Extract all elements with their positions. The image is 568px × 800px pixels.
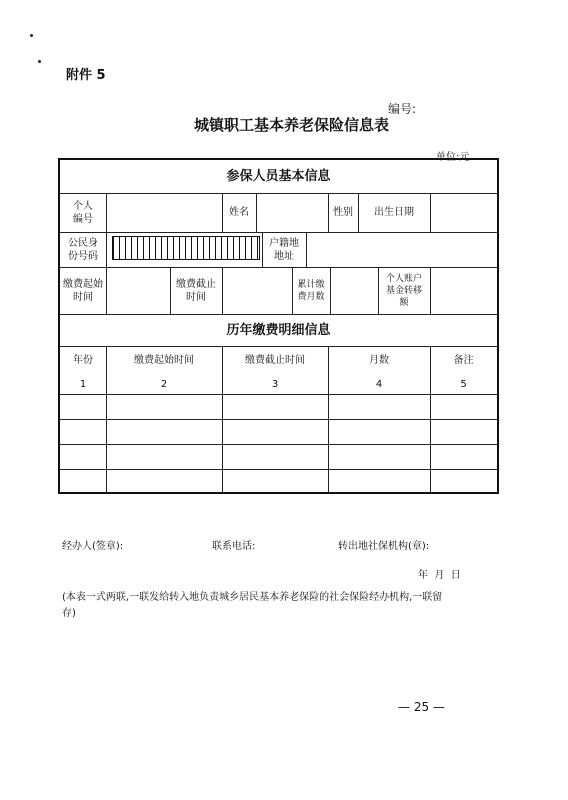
scan-speck (38, 60, 41, 63)
personal-id-field[interactable] (107, 194, 222, 232)
history-row[interactable] (60, 395, 497, 419)
pay-start-label: 缴费起始 时间 (63, 278, 103, 303)
handler-signature-label: 经办人(签章): (62, 541, 124, 552)
date-line: 年 月 日 (418, 570, 461, 581)
col-header-start: 缴费起始时间 (134, 354, 194, 366)
basic-info-section-title: 参保人员基本信息 (226, 169, 331, 184)
pay-end-label: 缴费截止 时间 (176, 278, 216, 303)
history-row[interactable] (60, 470, 497, 492)
attachment-label: 附件 5 (66, 68, 106, 83)
col-header-months: 月数 (369, 354, 389, 366)
agency-seal-label: 转出地社保机构(章): (338, 541, 430, 552)
page-number: — 25 — (398, 700, 445, 714)
col-index-3: 3 (271, 378, 279, 390)
col-index-2: 2 (160, 378, 168, 390)
name-field[interactable] (257, 194, 328, 232)
citizen-id-label: 公民身 份号码 (68, 237, 98, 262)
household-address-label: 户籍地 地址 (269, 237, 299, 262)
contact-phone-label: 联系电话: (212, 541, 256, 552)
cumulative-months-field[interactable] (331, 268, 378, 314)
history-row[interactable] (60, 420, 497, 444)
name-label: 姓名 (229, 207, 249, 218)
cumulative-months-label: 累计缴 费月数 (297, 279, 325, 302)
col-index-4: 4 (375, 378, 383, 390)
gender-label: 性别 (333, 207, 353, 218)
form-note: (本表一式两联,一联发给转入地负责城乡居民基本养老保险的社会保险经办机构,一联留 (62, 592, 443, 603)
history-row[interactable] (60, 445, 497, 469)
col-header-end: 缴费截止时间 (245, 354, 305, 366)
scan-speck (30, 34, 33, 37)
personal-id-label: 个人 编号 (73, 200, 93, 225)
pay-start-field[interactable] (107, 268, 170, 314)
account-transfer-field[interactable] (431, 268, 497, 314)
col-index-5: 5 (460, 378, 467, 390)
unit-label: 单位:元 (436, 152, 470, 163)
col-header-remarks: 备注 (453, 354, 474, 366)
birth-date-field[interactable] (431, 194, 497, 232)
col-index-1: 1 (79, 378, 87, 390)
col-header-year: 年份 (73, 354, 93, 366)
pay-end-field[interactable] (223, 268, 292, 314)
household-address-field[interactable] (307, 233, 497, 267)
citizen-id-digit-boxes[interactable] (112, 236, 260, 260)
birth-date-label: 出生日期 (374, 207, 414, 218)
account-transfer-label: 个人账户 基金转移 额 (385, 273, 422, 308)
serial-number-label: 编号: (388, 102, 417, 116)
form-note-continued: 存) (62, 608, 76, 619)
history-section-title: 历年缴费明细信息 (226, 322, 331, 338)
form-title: 城镇职工基本养老保险信息表 (194, 116, 390, 134)
